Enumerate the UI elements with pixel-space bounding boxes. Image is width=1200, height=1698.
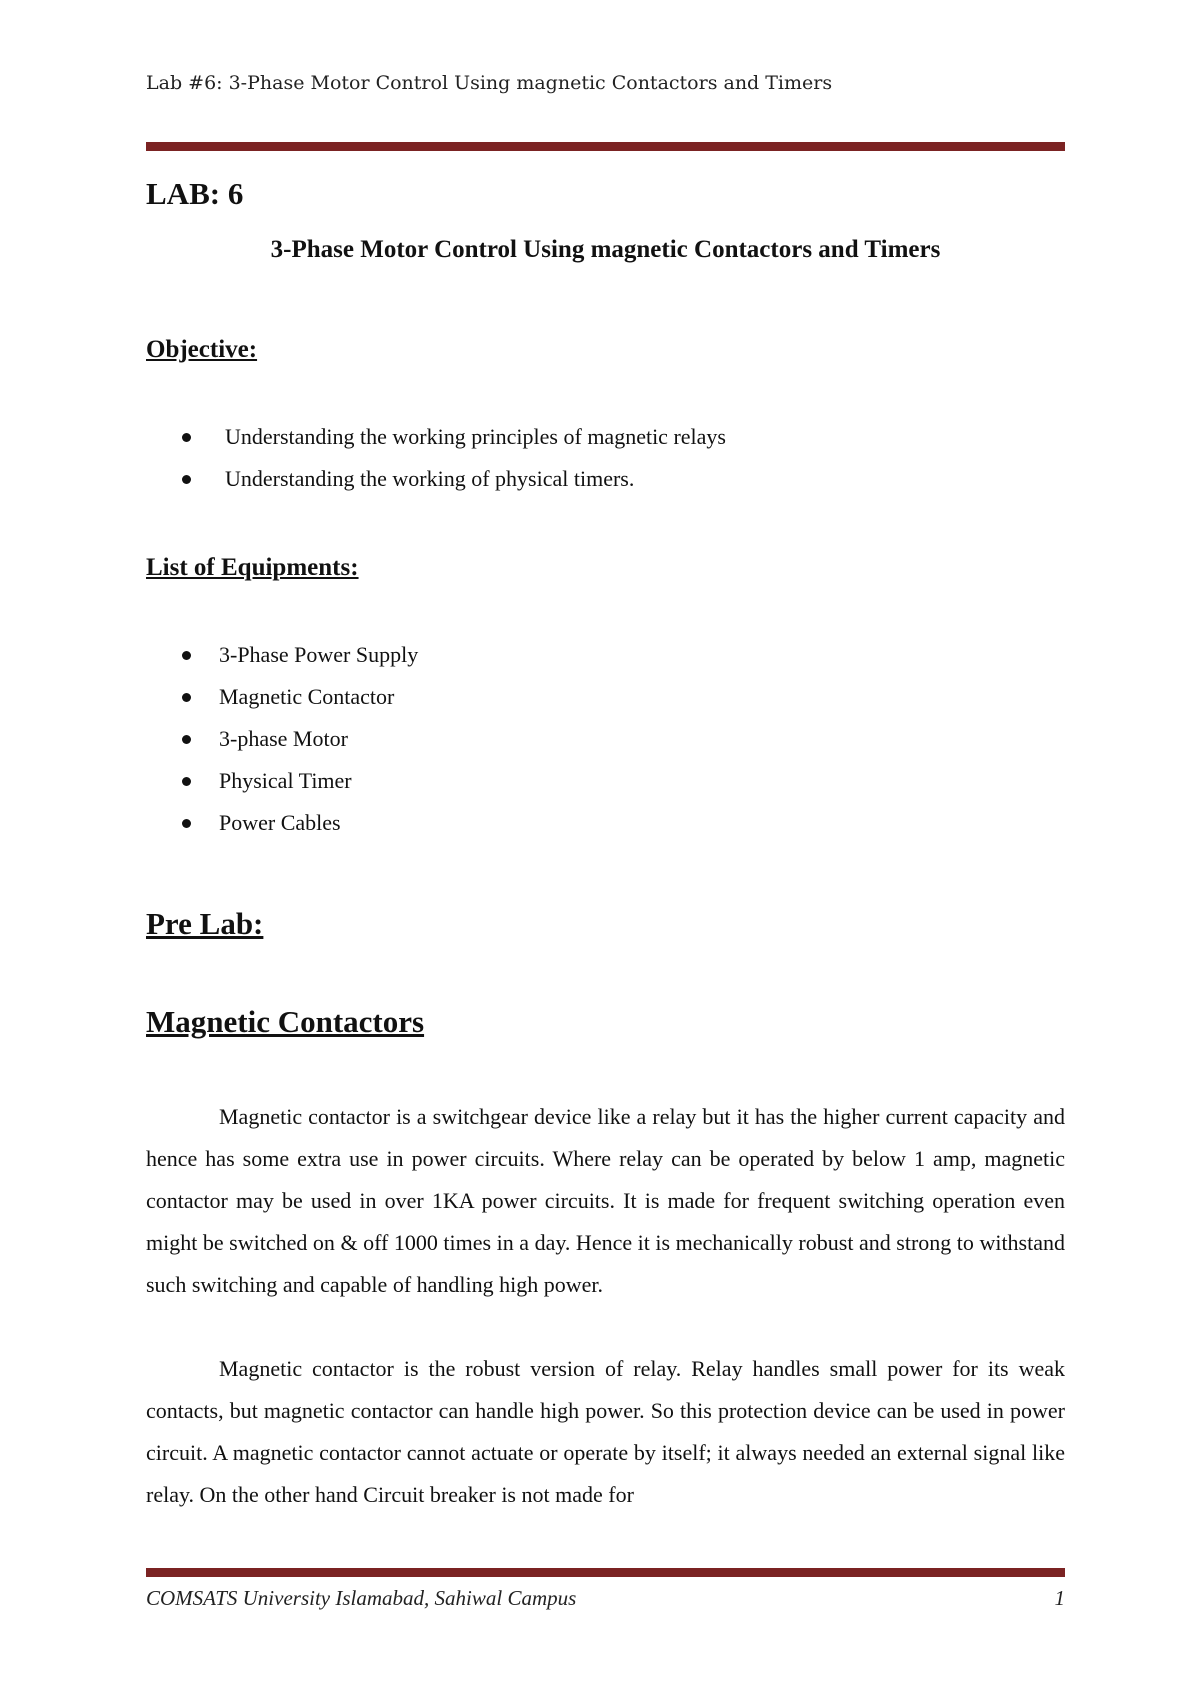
bullet-icon (182, 475, 191, 484)
objective-heading: Objective: (146, 336, 258, 363)
body-paragraph: Magnetic contactor is the robust version of relay. Relay handles small power for its weak contacts, but magnetic contactor can handle high power. So this protection device can be used in power circuit. A magnetic contactor cannot actuate or operate by itself; it always needed an external signal like relay. On the other hand Circuit breaker is not made for (146, 1356, 1065, 1507)
prelab-heading: Pre Lab: (146, 906, 264, 941)
bullet-icon (182, 433, 191, 442)
lab-title: LAB: 6 (146, 176, 244, 211)
document-page: Lab #6: 3-Phase Motor Control Using magnetic Contactors and Timers LAB: 6 3-Phase Motor Control Using magnetic Contactors and Timers Objective: Understanding the working principles of magnetic relays Understanding the working of physical timers. List of Equipments: 3-Phase Power Supply Magnetic Contactor 3-phase Motor Physical Timer Power Cables Pre Lab: Magnetic Contactors Magnetic contactor is a switchgear device like a relay but it has the higher current capacity and hence has some extra use in power circuits. Where relay can be operated by below 1 amp, magnetic contactor may be used in over 1KA power circuits. It is made for frequent switching operation even might be switched on & off 1000 times in a day. Hence it is mechanically robust and strong to withstand such switching and capable of handling high power. Magnetic contactor is the robust version of relay. Relay handles small power for its weak contacts, but magnetic contactor can handle high power. So this protection device can be used in power circuit. A magnetic contactor cannot actuate or operate by itself; it always needed an external signal like relay. On the other hand Circuit breaker is not made for COMSATS University Islamabad, Sahiwal Campus 1 (146, 72, 1065, 1610)
bullet-icon (182, 819, 191, 828)
bullet-icon (182, 651, 191, 660)
magnetic-contactors-heading: Magnetic Contactors (146, 1004, 425, 1039)
header-rule (146, 142, 1065, 151)
footer-rule (146, 1568, 1065, 1577)
equipment-heading: List of Equipments: (146, 554, 359, 581)
bullet-icon (182, 777, 191, 786)
bullet-icon (182, 735, 191, 744)
body-paragraph: Magnetic contactor is a switchgear device like a relay but it has the higher current capacity and hence has some extra use in power circuits. Where relay can be operated by below 1 amp, magnetic contactor may be used in over 1KA power circuits. It is made for frequent switching operation even might be switched on & off 1000 times in a day. Hence it is mechanically robust and strong to withstand such switching and capable of handling high power. (146, 1104, 1065, 1297)
bullet-icon (182, 693, 191, 702)
page-number: 1 (1054, 1586, 1065, 1610)
lab-subtitle: 3-Phase Motor Control Using magnetic Contactors and Timers (270, 236, 941, 263)
footer-institution: COMSATS University Islamabad, Sahiwal Campus (146, 1586, 577, 1610)
running-header: Lab #6: 3-Phase Motor Control Using magnetic Contactors and Timers (146, 72, 833, 94)
